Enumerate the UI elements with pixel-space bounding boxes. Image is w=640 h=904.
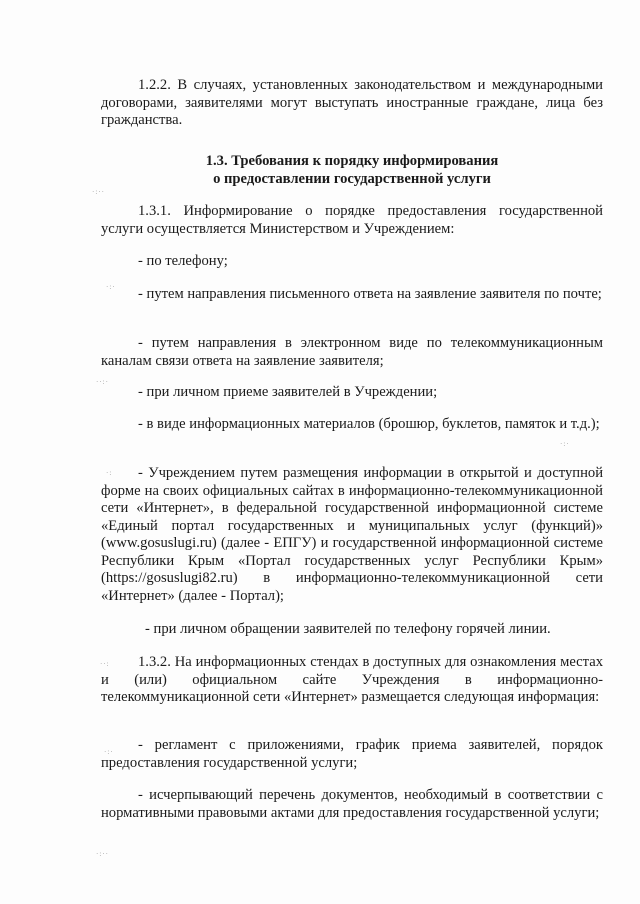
list-item-regulation: - регламент с приложениями, график приема заявителей, порядок предоставления государственной услуги; — [101, 737, 603, 771]
list-item-electronic: - путем направления в электронном виде по телекоммуникационным каналам связи ответа на заявление заявителя; — [101, 335, 603, 369]
list-item-hotline: - при личном обращении заявителей по телефону горячей линии. — [145, 621, 551, 637]
paragraph-1-2-2: 1.2.2. В случаях, установленных законодательством и международными договорами, заявителями могут выступать иностранные граждане, лица без гражданства. — [101, 77, 603, 128]
paragraph-1-3-2: 1.3.2. На информационных стендах в доступных для ознакомления местах и (или) официальном сайте Учреждения в информационно-телекоммуникационной сети «Интернет» размещается следующая информация: — [101, 654, 603, 705]
scan-speck: ·:· — [104, 748, 114, 756]
list-item-info-materials: - в виде информационных материалов (брошюр, буклетов, памяток и т.д.); — [138, 416, 600, 432]
list-item-personal-reception: - при личном приеме заявителей в Учреждении; — [138, 384, 438, 400]
list-item-documents: - исчерпывающий перечень документов, необходимый в соответствии с нормативными правовыми актами для предоставления государственной услуги; — [101, 787, 603, 821]
paragraph-1-3-1: 1.3.1. Информирование о порядке предоставления государственной услуги осуществляется Министерством и Учреждением: — [101, 203, 603, 237]
scan-speck: ·:· — [106, 283, 116, 291]
section-heading-1-3 — [101, 153, 603, 188]
scan-speck: ·:· — [560, 440, 570, 448]
scan-speck: ·:·· — [92, 188, 105, 196]
list-item-mail: - путем направления письменного ответа на заявление заявителя по почте; — [138, 286, 602, 302]
heading-line-1: 1.3. Требования к порядку информирования — [205, 153, 499, 169]
scan-speck: ··: — [100, 660, 110, 668]
scan-speck: ·:·· — [96, 850, 109, 858]
list-item-phone: - по телефону; — [138, 253, 228, 269]
list-item-internet: - Учреждением путем размещения информации в открытой и доступной форме на своих официальных сайтах в информационно-телекоммуникационной сети «Интернет», в федеральной государственной информационной системе «Единый портал государственных и муниципальных услуг (функций)» (www.gosuslugi.ru) (далее - ЕПГУ) и государственной информационной системе Республики Крым «Портал государственных услуг Республики Крым» (https://gosuslugi82.ru) в информационно-телекоммуникационной сети «Интернет» (далее - Портал); — [101, 465, 603, 604]
scan-speck: ·: — [106, 469, 113, 477]
heading-line-2: о предоставлении государственной услуги — [213, 170, 491, 187]
scan-speck: ··:· — [96, 378, 109, 386]
